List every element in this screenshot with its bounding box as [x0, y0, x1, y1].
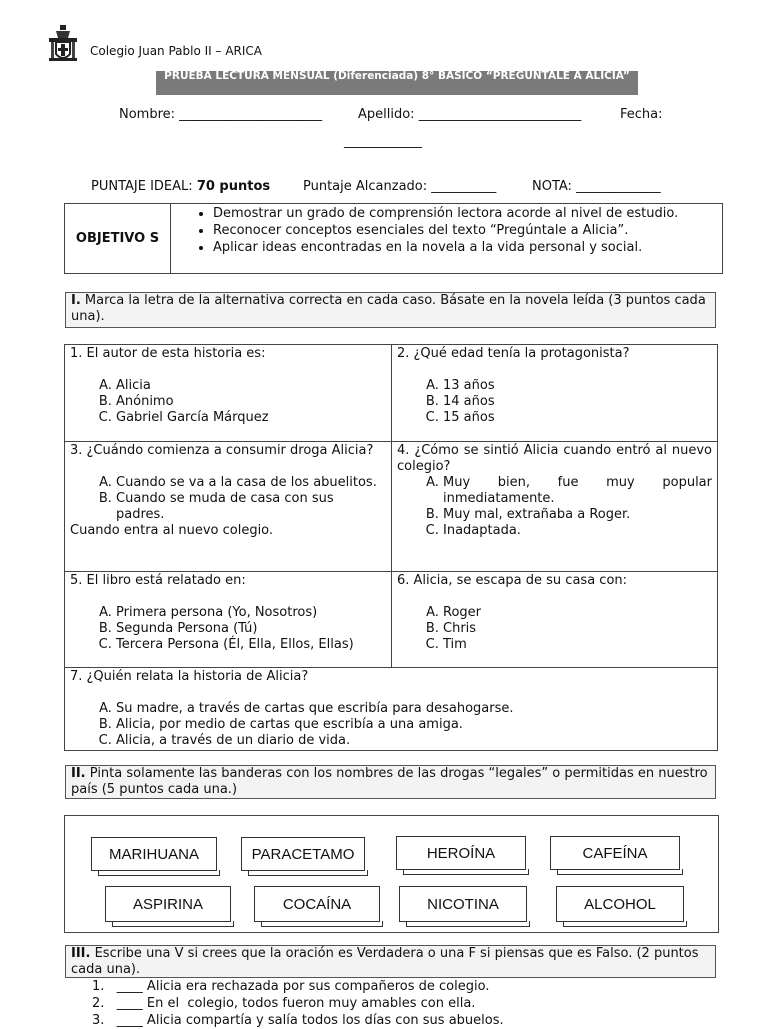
section-1-number: I. [71, 293, 81, 308]
section-3-number: III. [71, 946, 91, 961]
option[interactable]: C. Inadaptada. [443, 523, 712, 539]
fecha-field[interactable]: ____________ [344, 134, 422, 149]
question-7: 7. ¿Quién relata la historia de Alicia? A. Su madre, a través de cartas que escribía para desahogarse. B. Alicia, por medio de cartas que escribía a una amiga. C. Alicia, a través de un diario de vida. [65, 668, 718, 751]
nombre-field[interactable]: Nombre: ______________________ [119, 107, 323, 122]
section-1-text: Marca la letra de la alternativa correcta en cada caso. Básate en la novela leída (3 puntos cada una). [71, 293, 706, 324]
option-extra[interactable]: Cuando entra al nuevo colegio. [70, 523, 274, 538]
puntaje-ideal-value: 70 puntos [196, 179, 271, 194]
test-title: PRUEBA LECTURA MENSUAL (Diferenciada) 8° BASICO “PREGUNTALE A ALICIA” [156, 71, 638, 95]
question-5: 5. El libro está relatado en: A. Primera persona (Yo, Nosotros) B. Segunda Persona (Tú) C. Tercera Persona (Él, Ella, Ellos, Ellas) [65, 572, 392, 668]
puntaje-ideal-label: PUNTAJE IDEAL: [91, 179, 193, 194]
option[interactable]: A. Roger [443, 605, 712, 621]
option[interactable]: A. Primera persona (Yo, Nosotros) [116, 605, 386, 621]
vf-item[interactable]: 3. ____ Alicia compartía y salía todos los días con sus abuelos. [92, 1013, 504, 1028]
option[interactable]: B. 14 años [443, 394, 712, 410]
option[interactable]: A. Alicia [116, 378, 386, 394]
option[interactable]: B. Muy mal, extrañaba a Roger. [443, 507, 712, 523]
flag-marihuana[interactable]: MARIHUANA [91, 837, 217, 871]
section-2-instructions [65, 765, 716, 799]
puntaje-alcanzado-field[interactable]: Puntaje Alcanzado: __________ [303, 179, 497, 194]
flag-alcohol[interactable]: ALCOHOL [556, 886, 684, 922]
flag-nicotina[interactable]: NICOTINA [399, 886, 527, 922]
option[interactable]: B. Anónimo [116, 394, 386, 410]
objective-item: • Aplicar ideas encontradas en la novela a la vida personal y social. [213, 239, 718, 256]
vf-item[interactable]: 2. ____ En el colegio, todos fueron muy amables con ella. [92, 996, 476, 1011]
option[interactable]: B. Alicia, por medio de cartas que escribía a una amiga. [116, 717, 712, 733]
option[interactable]: A. Muy bien, fue muy popular inmediatamente. [443, 475, 712, 507]
question-6: 6. Alicia, se escapa de su casa con: A. Roger B. Chris C. Tim [392, 572, 718, 668]
nota-field[interactable]: NOTA: _____________ [532, 179, 661, 194]
objectives-label: OBJETIVO S [65, 204, 171, 274]
flag-cafeina[interactable]: CAFEÍNA [550, 836, 680, 870]
flags-box [64, 815, 719, 933]
flag-cocaina[interactable]: COCAÍNA [254, 886, 380, 922]
option[interactable]: A. 13 años [443, 378, 712, 394]
option[interactable]: C. Alicia, a través de un diario de vida. [116, 733, 712, 749]
questions-table [64, 344, 718, 751]
flag-paracetamo[interactable]: PARACETAMO [241, 837, 365, 871]
question-4: 4. ¿Cómo se sintió Alicia cuando entró al nuevo colegio? A. Muy bien, fue muy popular inmediatamente. B. Muy mal, extrañaba a Roger. C. Inadaptada. [392, 442, 718, 572]
section-2-number: II. [71, 766, 86, 781]
section-1-instructions [65, 292, 716, 328]
option[interactable]: C. Tercera Persona (Él, Ella, Ellos, Ellas) [116, 637, 386, 653]
question-3: 3. ¿Cuándo comienza a consumir droga Alicia? A. Cuando se va a la casa de los abuelitos. B. Cuando se muda de casa con sus padres. Cuando entra al nuevo colegio. [65, 442, 392, 572]
option[interactable]: B. Cuando se muda de casa con sus padres. [116, 491, 386, 523]
option[interactable]: B. Segunda Persona (Tú) [116, 621, 386, 637]
objective-item: • Reconocer conceptos esenciales del texto “Pregúntale a Alicia”. [213, 222, 718, 239]
option[interactable]: C. Gabriel García Márquez [116, 410, 386, 426]
section-3-instructions [65, 945, 716, 978]
vf-item[interactable]: 1. ____ Alicia era rechazada por sus compañeros de colegio. [92, 979, 490, 994]
option[interactable]: A. Cuando se va a la casa de los abuelitos. [116, 475, 386, 491]
objective-item: • Demostrar un grado de comprensión lectora acorde al nivel de estudio. [213, 205, 718, 222]
question-1: 1. El autor de esta historia es: A. Alicia B. Anónimo C. Gabriel García Márquez [65, 345, 392, 442]
section-2-text: Pinta solamente las banderas con los nombres de las drogas “legales” o permitidas en nuestro país (5 puntos cada una.) [71, 766, 708, 797]
fecha-label: Fecha: [620, 107, 663, 122]
option[interactable]: C. 15 años [443, 410, 712, 426]
school-crest-icon [46, 24, 80, 64]
flag-heroina[interactable]: HEROÍNA [396, 836, 526, 870]
apellido-field[interactable]: Apellido: _________________________ [358, 107, 582, 122]
flag-aspirina[interactable]: ASPIRINA [105, 886, 231, 922]
option[interactable]: C. Tim [443, 637, 712, 653]
puntaje-ideal [91, 179, 270, 194]
question-2: 2. ¿Qué edad tenía la protagonista? A. 13 años B. 14 años C. 15 años [392, 345, 718, 442]
option[interactable]: B. Chris [443, 621, 712, 637]
school-name: Colegio Juan Pablo II – ARICA [90, 44, 263, 58]
objectives-table [64, 203, 723, 274]
section-3-text: Escribe una V si crees que la oración es Verdadera o una F si piensas que es Falso. (2 puntos cada una). [71, 946, 699, 977]
option[interactable]: A. Su madre, a través de cartas que escribía para desahogarse. [116, 701, 712, 717]
objectives-list [171, 205, 718, 256]
